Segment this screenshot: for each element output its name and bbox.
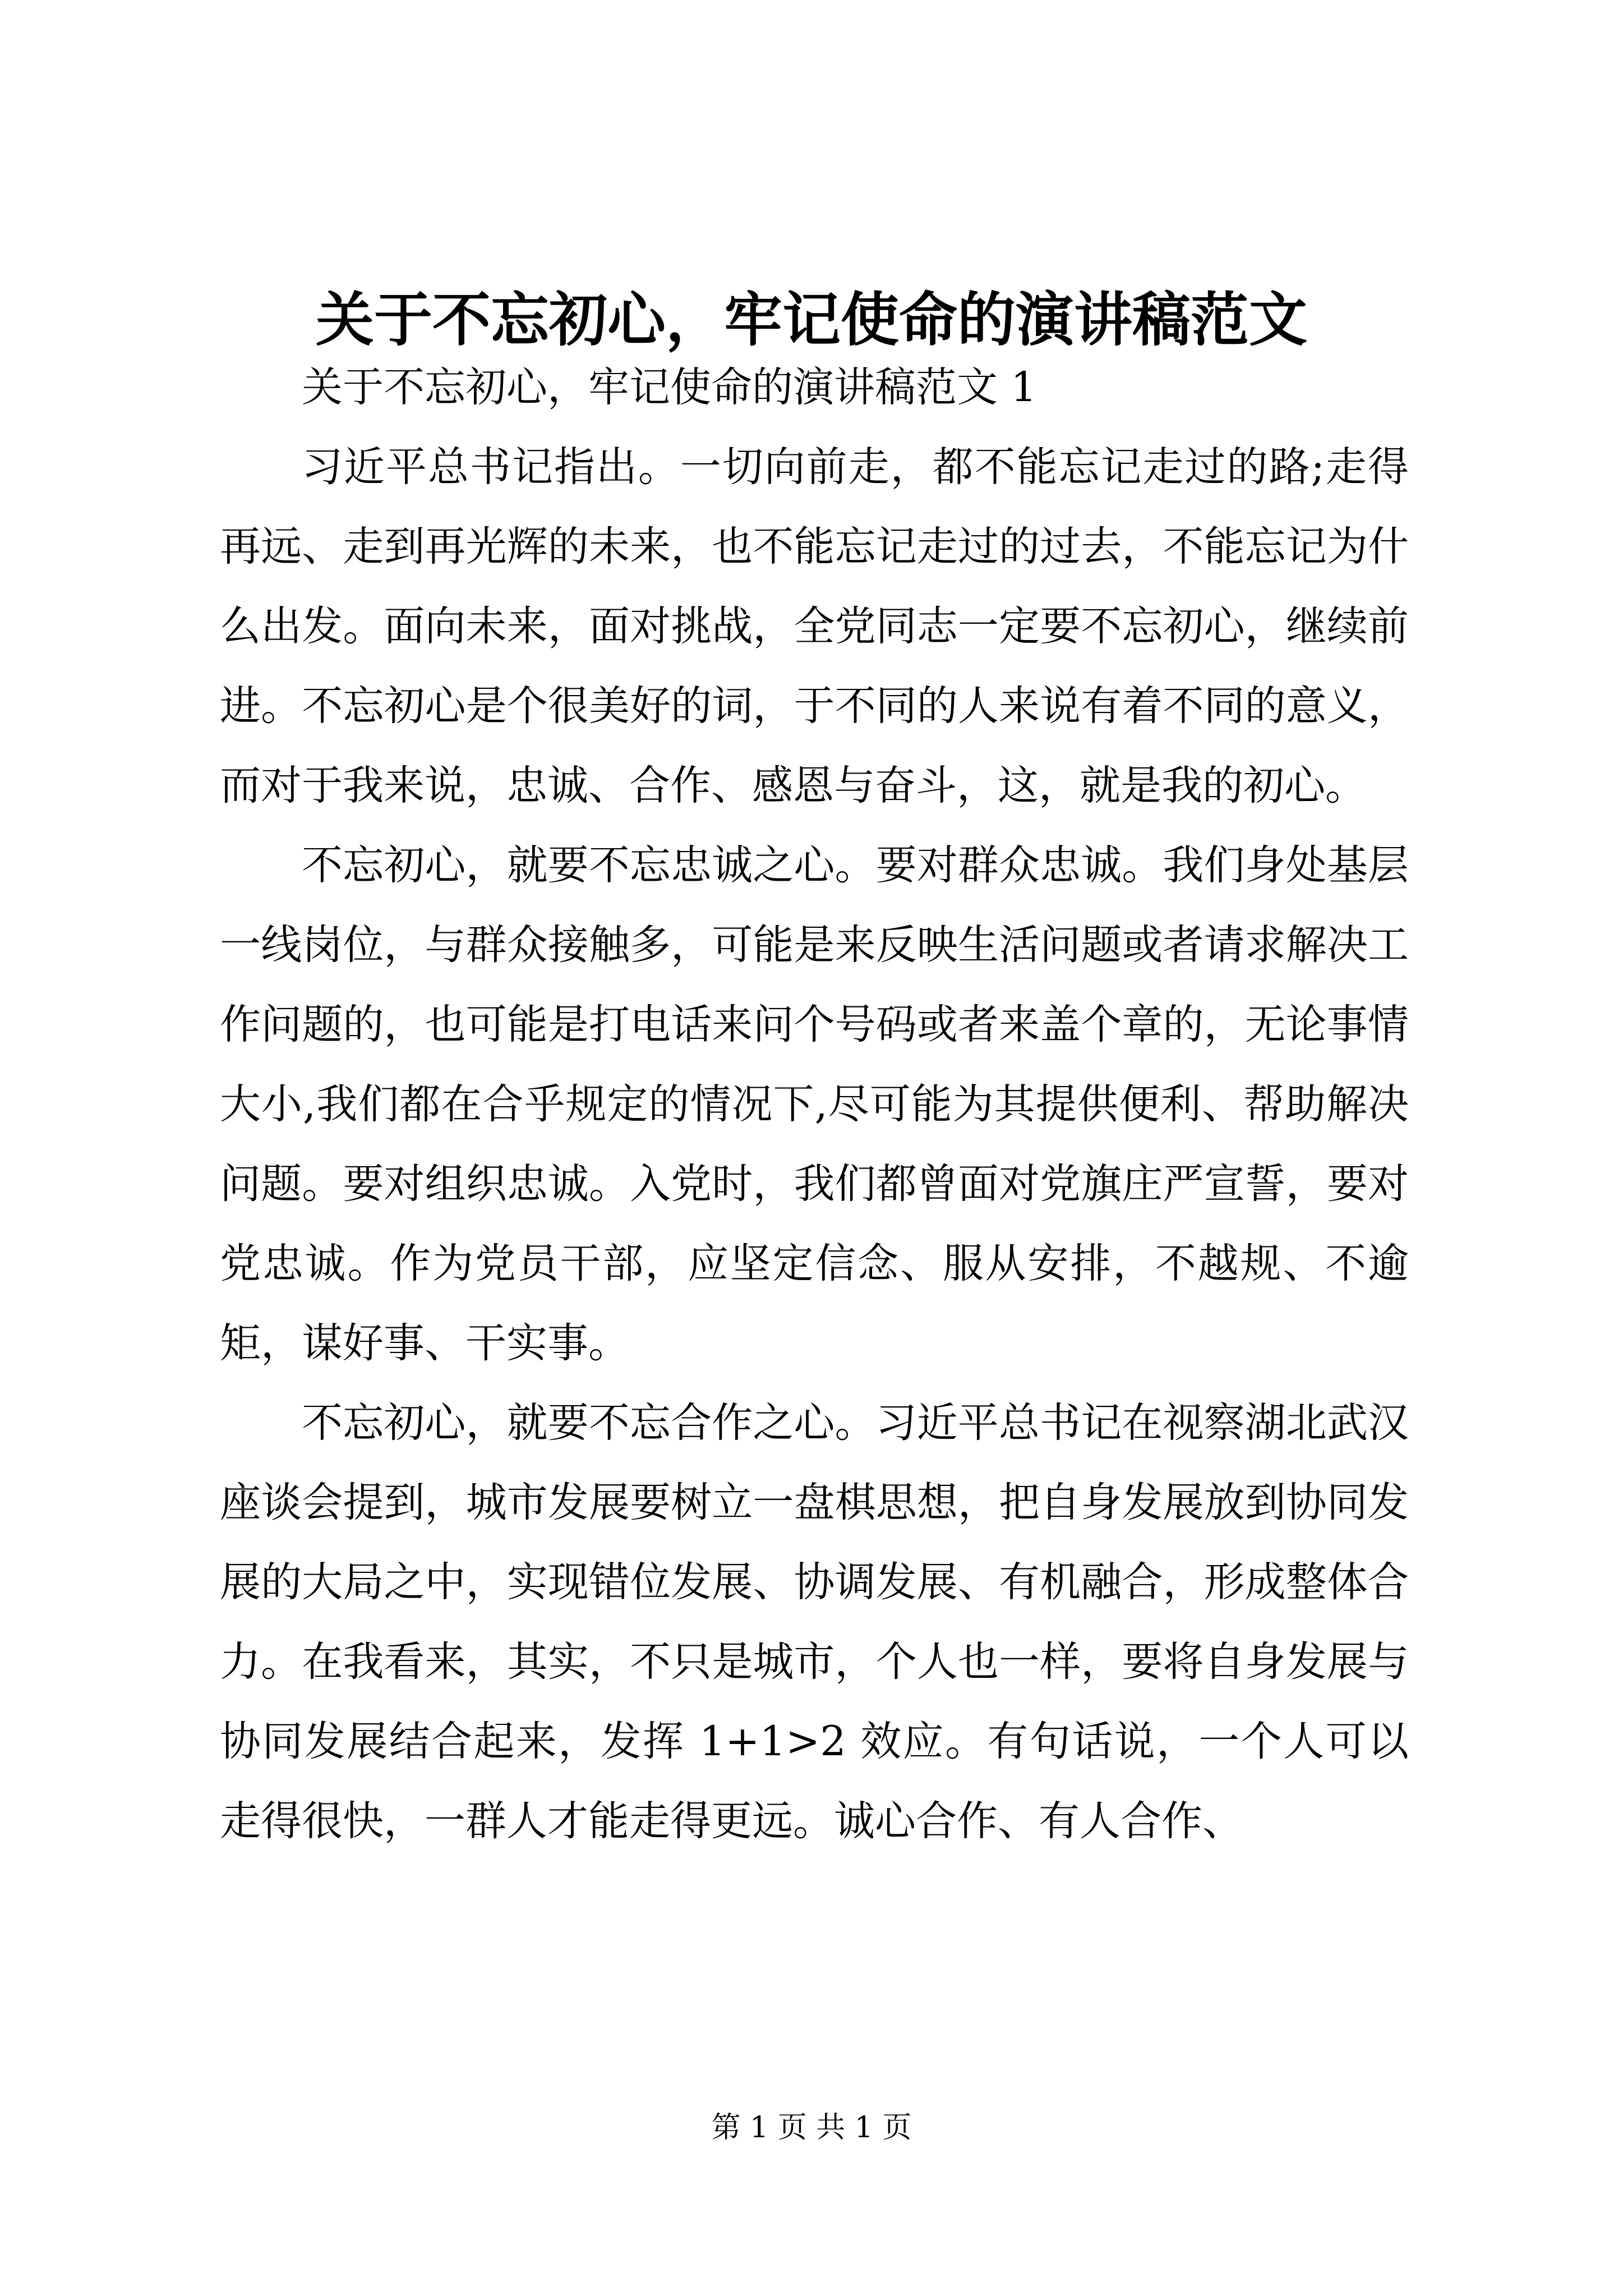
- document-body: [220, 348, 1409, 1861]
- paragraph-3: 不忘初心，就要不忘合作之心。习近平总书记在视察湖北武汉座谈会提到，城市发展要树立一盘棋思想，把自身发展放到协同发展的大局之中，实现错位发展、协调发展、有机融合，形成整体合力。在我看来，其实，不只是城市，个人也一样，要将自身发展与协同发展结合起来，发挥 1+1>2 效应。有句话说，一个人可以走得很快，一群人才能走得更远。诚心合作、有人合作、: [220, 1399, 1409, 1845]
- paragraph-2: 不忘初心，就要不忘忠诚之心。要对群众忠诚。我们身处基层一线岗位，与群众接触多，可能是来反映生活问题或者请求解决工作问题的，也可能是打电话来问个号码或者来盖个章的，无论事情大小,我们都在合乎规定的情况下,尽可能为其提供便利、帮助解决问题。要对组织忠诚。入党时，我们都曾面对党旗庄严宣誓，要对党忠诚。作为党员干部，应坚定信念、服从安排，不越规、不逾矩，谋好事、干实事。: [220, 841, 1409, 1367]
- document-subtitle: 关于不忘初心，牢记使命的演讲稿范文 1: [302, 364, 1037, 411]
- paragraph-1: 习近平总书记指出。一切向前走，都不能忘记走过的路;走得再远、走到再光辉的未来，也不能忘记走过的过去，不能忘记为什么出发。面向未来，面对挑战，全党同志一定要不忘初心，继续前进。不忘初心是个很美好的词，于不同的人来说有着不同的意义，而对于我来说，忠诚、合作、感恩与奋斗，这，就是我的初心。: [220, 443, 1409, 809]
- page-footer: 第 1 页 共 1 页: [711, 2111, 912, 2145]
- document-title: 关于不忘初心，牢记使命的演讲稿范文: [315, 285, 1307, 354]
